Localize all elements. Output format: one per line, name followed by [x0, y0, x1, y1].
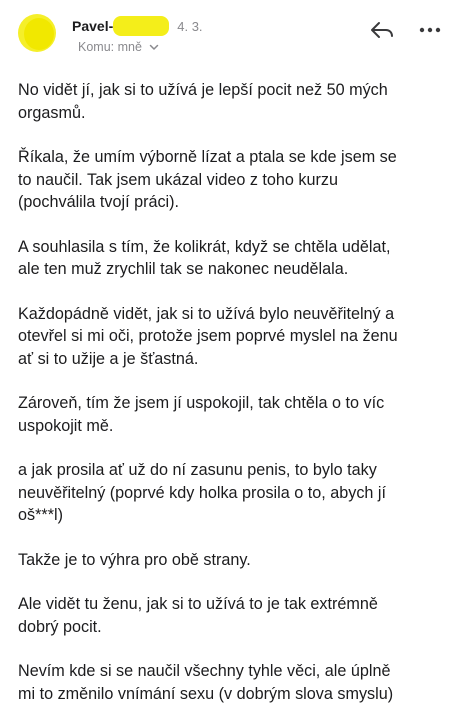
message-paragraph: Nevím kde si se naučil všechny tyhle věci, ale úplně mi to změnilo vnímání sexu (v dobrým slova smyslu)	[18, 662, 394, 703]
more-horizontal-icon[interactable]	[416, 19, 444, 41]
recipient-label[interactable]: Komu: mně	[78, 40, 142, 54]
avatar[interactable]	[18, 14, 56, 52]
avatar-redaction	[24, 18, 54, 50]
chevron-down-icon[interactable]	[148, 41, 160, 53]
message-paragraph: A souhlasila s tím, že kolikrát, když se chtěla udělat, ale ten muž zrychlil tak se nakonec neudělala.	[18, 237, 391, 278]
sender-name[interactable]: Pavel-	[72, 18, 114, 34]
message-paragraph: Každopádně vidět, jak si to užívá bylo neuvěřitelný a otevřel si mi oči, protože jsem poprvé myslel na ženu ať si to užije a je šťastná.	[18, 304, 398, 368]
sender-redaction	[113, 16, 169, 36]
message-paragraph: Říkala, že umím výborně lízat a ptala se kde jsem se to naučil. Tak jsem ukázal video z toho kurzu (pochválila tvojí práci).	[18, 148, 397, 211]
message-header	[0, 0, 461, 70]
message-paragraph: Zároveň, tím že jsem jí uspokojil, tak chtěla o to víc uspokojit mě.	[18, 394, 385, 435]
message-date: 4. 3.	[177, 18, 203, 34]
message-paragraph: Ale vidět tu ženu, jak si to užívá to je tak extrémně dobrý pocit.	[18, 595, 378, 636]
message-paragraph: Takže je to výhra pro obě strany.	[18, 550, 251, 569]
message-body	[18, 79, 446, 727]
message-paragraph: a jak prosila ať už do ní zasunu penis, to bylo taky neuvěřitelný (poprvé kdy holka prosila o to, abych jí oš***l)	[18, 461, 387, 524]
message-paragraph: No vidět jí, jak si to užívá je lepší pocit než 50 mých orgasmů.	[18, 81, 388, 122]
sender-row[interactable]	[72, 16, 203, 36]
reply-icon[interactable]	[368, 18, 396, 42]
recipient-row[interactable]	[78, 40, 160, 54]
